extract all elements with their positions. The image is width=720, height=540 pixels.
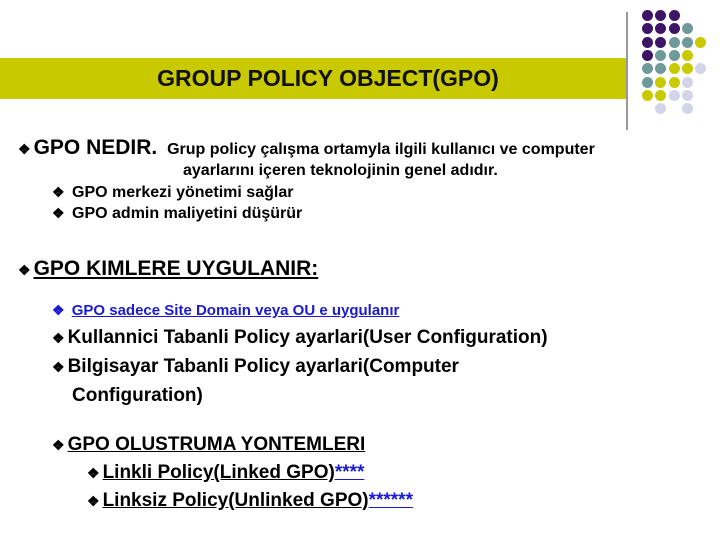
dot: [642, 50, 653, 61]
dot: [655, 50, 666, 61]
dot: [655, 90, 666, 101]
definition-text: Grup policy çalışma ortamyla ilgili kullanıcı ve computer: [167, 141, 595, 158]
section-heading: GPO KIMLERE UYGULANIR:: [33, 257, 319, 280]
item-text: GPO admin maliyetini düşürür: [72, 205, 303, 222]
dot: [655, 37, 666, 48]
dot: [682, 50, 693, 61]
list-item: [52, 184, 293, 202]
stars-link[interactable]: ******: [368, 490, 413, 511]
bullet-icon: ❖: [52, 359, 65, 375]
dot: [682, 90, 693, 101]
dot: [655, 77, 666, 88]
item-text: Bilgisayar Tabanli Policy ayarlari(Computer: [67, 356, 459, 377]
section-what: [18, 136, 595, 160]
item-text: Linksiz Policy(Unlinked GPO): [102, 490, 369, 511]
slide-title: GROUP POLICY OBJECT(GPO): [157, 65, 499, 91]
section-heading: GPO OLUSTRUMA YONTEMLERI: [67, 434, 366, 455]
ou-link[interactable]: GPO sadece Site Domain veya OU e uygulanır: [71, 302, 400, 319]
list-item: [52, 356, 459, 378]
dot: [682, 63, 693, 74]
list-item: [52, 302, 399, 319]
bullet-icon: ❖: [87, 493, 100, 509]
dot: [682, 103, 693, 114]
section-create: [52, 434, 365, 456]
item-text: GPO merkezi yönetimi sağlar: [72, 184, 294, 201]
bullet-icon: ❖: [87, 465, 100, 481]
section-who: [18, 257, 318, 281]
dot: [682, 23, 693, 34]
item-text-cont: Configuration): [72, 385, 203, 406]
list-item: [87, 490, 413, 512]
section-heading: GPO NEDIR.: [33, 136, 158, 159]
bullet-icon: ❖: [52, 330, 65, 346]
stars-link[interactable]: ****: [334, 462, 365, 483]
item-text: Kullannici Tabanli Policy ayarlari(User Configuration): [67, 327, 548, 348]
dot: [669, 50, 680, 61]
bullet-icon: ❖: [52, 184, 65, 200]
list-item: [87, 462, 364, 484]
definition-text-cont: ayarlarını içeren teknolojinin genel adıdır.: [183, 162, 498, 179]
dot: [655, 10, 666, 21]
list-item: [52, 205, 302, 223]
dot: [669, 10, 680, 21]
dot: [655, 103, 666, 114]
dot: [642, 23, 653, 34]
dot: [669, 37, 680, 48]
dot: [669, 23, 680, 34]
dot: [695, 63, 706, 74]
bullet-icon: ❖: [18, 141, 31, 157]
item-text: Linkli Policy(Linked GPO): [102, 462, 335, 483]
bullet-icon: ❖: [52, 437, 65, 453]
divider-line: [626, 12, 628, 130]
dot: [642, 77, 653, 88]
dot: [642, 10, 653, 21]
dot: [655, 23, 666, 34]
dot: [669, 77, 680, 88]
dot: [669, 90, 680, 101]
dot: [682, 37, 693, 48]
bullet-icon: ❖: [52, 302, 65, 318]
dot: [695, 37, 706, 48]
dot: [655, 63, 666, 74]
bullet-icon: ❖: [52, 205, 65, 221]
dot: [669, 63, 680, 74]
bullet-icon: ❖: [18, 262, 31, 278]
list-item: [52, 327, 548, 349]
dot: [642, 90, 653, 101]
dot: [682, 77, 693, 88]
dot: [642, 63, 653, 74]
dot: [642, 37, 653, 48]
